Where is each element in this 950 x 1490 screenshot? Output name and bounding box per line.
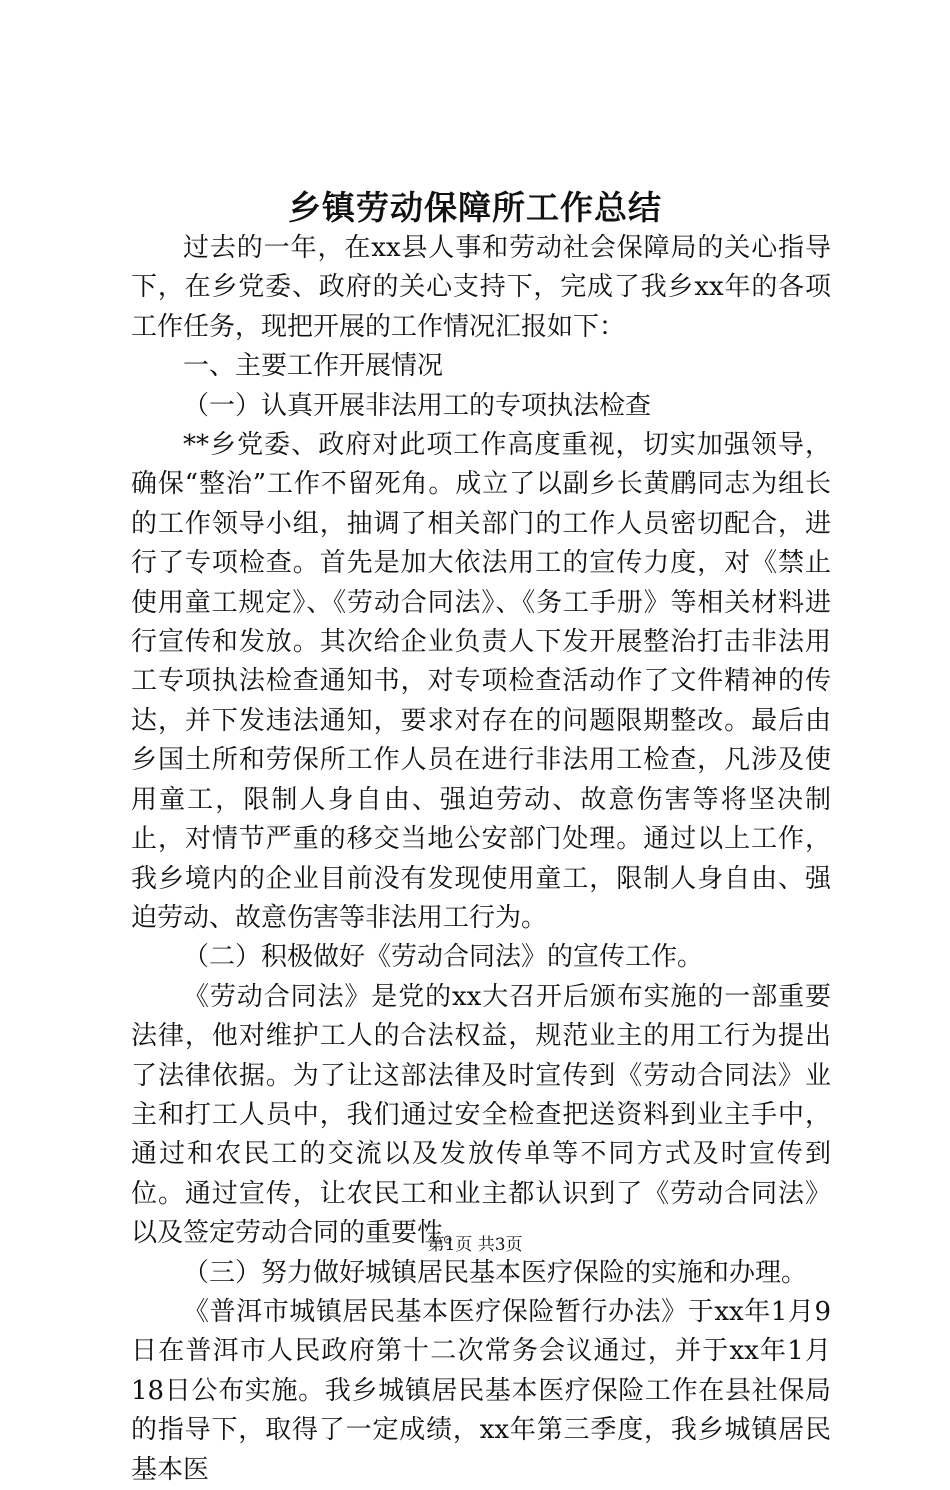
document-body bbox=[131, 229, 831, 1490]
page-footer: 第1页 共3页 bbox=[427, 1235, 523, 1255]
paragraph-medical-insurance: 《普洱市城镇居民基本医疗保险暂行办法》于xx年1月9日在普洱市人民政府第十二次常务会议通过，并于xx年1月18日公布实施。我乡城镇居民基本医疗保险工作在县社保局的指导下，取得了一定成绩，xx年第三季度，我乡城镇居民基本医 bbox=[131, 1296, 831, 1485]
paragraph-illegal-employment-inspection: **乡党委、政府对此项工作高度重视，切实加强领导，确保“整治”工作不留死角。成立了以副乡长黄鹛同志为组长的工作领导小组，抽调了相关部门的工作人员密切配合，进行了专项检查。首先是加大依法用工的宣传力度，对《禁止使用童工规定》、《劳动合同法》、《务工手册》等相关材料进行宣传和发放。其次给企业负责人下发开展整治打击非法用工专项执法检查通知书，对专项检查活动作了文件精神的传达，并下发违法通知，要求对存在的问题限期整改。最后由乡国土所和劳保所工作人员在进行非法用工检查，凡涉及使用童工，限制人身自由、强迫劳动、故意伤害等将坚决制止，对情节严重的移交当地公安部门处理。通过以上工作，我乡境内的企业目前没有发现使用童工，限制人身自由、强迫劳动、故意伤害等非法用工行为。 bbox=[131, 430, 831, 933]
subsection-heading-2: （二）积极做好《劳动合同法》的宣传工作。 bbox=[183, 942, 704, 973]
section-heading-main-work: 一、主要工作开展情况 bbox=[183, 351, 444, 382]
subsection-heading-1: （一）认真开展非法用工的专项执法检查 bbox=[183, 390, 652, 421]
subsection-heading-3: （三）努力做好城镇居民基本医疗保险的实施和办理。 bbox=[183, 1257, 808, 1288]
paragraph-labor-contract-law: 《劳动合同法》是党的xx大召开后颁布实施的一部重要法律，他对维护工人的合法权益，规范业主的用工行为提出了法律依据。为了让这部法律及时宣传到《劳动合同法》业主和打工人员中，我们通过安全检查把送资料到业主手中，通过和农民工的交流以及发放传单等不同方式及时宣传到位。通过宣传，让农民工和业主都认识到了《劳动合同法》以及签定劳动合同的重要性。 bbox=[131, 981, 831, 1249]
paragraph-intro: 过去的一年，在xx县人事和劳动社会保障局的关心指导下，在乡党委、政府的关心支持下，完成了我乡xx年的各项工作任务，现把开展的工作情况汇报如下： bbox=[131, 233, 831, 342]
document-title: 乡镇劳动保障所工作总结 bbox=[288, 188, 662, 227]
